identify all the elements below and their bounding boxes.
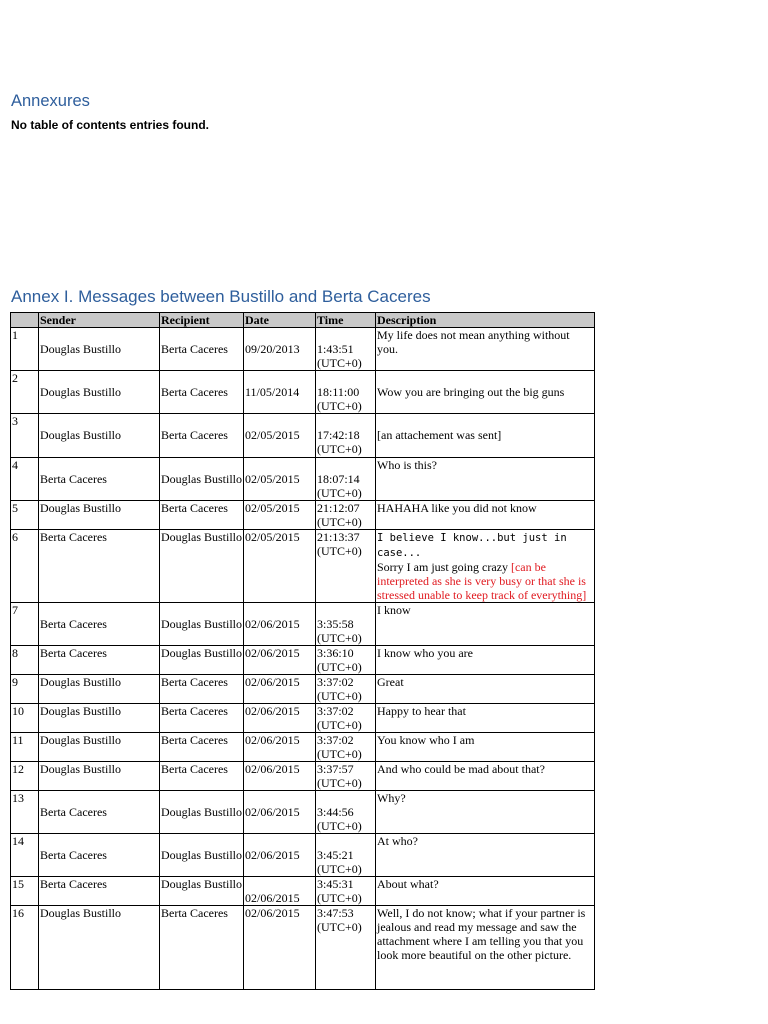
sender-cell: Douglas Bustillo (39, 704, 160, 733)
description-cell: Well, I do not know; what if your partner is jealous and read my message and saw the attachment where I am telling you that you look more beautiful on the other picture. (376, 906, 595, 990)
time-cell: 3:45:31 (UTC+0) (316, 877, 376, 906)
description-cell: At who? (376, 834, 595, 877)
time-cell: 1:43:51 (UTC+0) (316, 328, 376, 371)
col-header-number (11, 313, 39, 328)
description-cell: HAHAHA like you did not know (376, 501, 595, 530)
date-cell: 02/06/2015 (244, 877, 316, 906)
recipient-cell: Douglas Bustillo (160, 530, 244, 603)
sender-cell: Douglas Bustillo (39, 371, 160, 414)
description-cell: Happy to hear that (376, 704, 595, 733)
row-number: 1 (11, 328, 39, 371)
date-cell: 02/06/2015 (244, 704, 316, 733)
time-cell: 18:11:00 (UTC+0) (316, 371, 376, 414)
recipient-cell: Berta Caceres (160, 762, 244, 791)
table-row (11, 328, 595, 371)
col-header-recipient: Recipient (160, 313, 244, 328)
table-row (11, 371, 595, 414)
recipient-cell: Berta Caceres (160, 414, 244, 458)
date-cell: 11/05/2014 (244, 371, 316, 414)
date-cell: 02/05/2015 (244, 458, 316, 501)
col-header-sender: Sender (39, 313, 160, 328)
sender-cell: Douglas Bustillo (39, 501, 160, 530)
sender-cell: Douglas Bustillo (39, 328, 160, 371)
table-row (11, 733, 595, 762)
row-number: 15 (11, 877, 39, 906)
recipient-cell: Douglas Bustillo (160, 646, 244, 675)
description-cell: My life does not mean anything without you. (376, 328, 595, 371)
table-row (11, 603, 595, 646)
sender-cell: Douglas Bustillo (39, 762, 160, 791)
annexures-heading: Annexures (11, 92, 90, 110)
row-number: 6 (11, 530, 39, 603)
table-row (11, 501, 595, 530)
date-cell: 02/06/2015 (244, 834, 316, 877)
sender-cell: Douglas Bustillo (39, 733, 160, 762)
row-number: 16 (11, 906, 39, 990)
messages-table (10, 312, 595, 990)
table-row (11, 414, 595, 458)
row-number: 3 (11, 414, 39, 458)
analyst-note: [can be interpreted as she is very busy or that she is stressed unable to keep track of everything] (377, 560, 587, 602)
table-row (11, 762, 595, 791)
description-cell: I know (376, 603, 595, 646)
sender-cell: Berta Caceres (39, 791, 160, 834)
recipient-cell: Douglas Bustillo (160, 603, 244, 646)
date-cell: 02/06/2015 (244, 675, 316, 704)
table-row (11, 834, 595, 877)
time-cell: 3:37:57 (UTC+0) (316, 762, 376, 791)
date-cell: 02/06/2015 (244, 733, 316, 762)
table-row (11, 458, 595, 501)
table-header-row (11, 313, 595, 328)
time-cell: 3:37:02 (UTC+0) (316, 733, 376, 762)
row-number: 2 (11, 371, 39, 414)
date-cell: 02/05/2015 (244, 414, 316, 458)
recipient-cell: Berta Caceres (160, 733, 244, 762)
recipient-cell: Berta Caceres (160, 675, 244, 704)
recipient-cell: Berta Caceres (160, 371, 244, 414)
col-header-date: Date (244, 313, 316, 328)
recipient-cell: Berta Caceres (160, 704, 244, 733)
time-cell: 3:37:02 (UTC+0) (316, 704, 376, 733)
time-cell: 3:37:02 (UTC+0) (316, 675, 376, 704)
date-cell: 02/06/2015 (244, 791, 316, 834)
row-number: 13 (11, 791, 39, 834)
recipient-cell: Douglas Bustillo (160, 877, 244, 906)
row-number: 12 (11, 762, 39, 791)
table-row (11, 646, 595, 675)
table-row (11, 675, 595, 704)
sender-cell: Douglas Bustillo (39, 675, 160, 704)
sender-cell: Douglas Bustillo (39, 414, 160, 458)
time-cell: 17:42:18 (UTC+0) (316, 414, 376, 458)
sender-cell: Douglas Bustillo (39, 906, 160, 990)
description-cell: And who could be mad about that? (376, 762, 595, 791)
recipient-cell: Douglas Bustillo (160, 458, 244, 501)
time-cell: 3:36:10 (UTC+0) (316, 646, 376, 675)
message-text: Sorry I am just going crazy (377, 560, 511, 574)
message-text: I believe I know...but just in case... (377, 532, 567, 559)
table-row (11, 906, 595, 990)
sender-cell: Berta Caceres (39, 646, 160, 675)
row-number: 8 (11, 646, 39, 675)
time-cell: 21:12:07 (UTC+0) (316, 501, 376, 530)
recipient-cell: Douglas Bustillo (160, 791, 244, 834)
table-row (11, 877, 595, 906)
date-cell: 02/05/2015 (244, 501, 316, 530)
date-cell: 02/06/2015 (244, 646, 316, 675)
row-number: 9 (11, 675, 39, 704)
date-cell: 02/05/2015 (244, 530, 316, 603)
row-number: 7 (11, 603, 39, 646)
time-cell: 3:44:56 (UTC+0) (316, 791, 376, 834)
time-cell: 3:45:21 (UTC+0) (316, 834, 376, 877)
sender-cell: Berta Caceres (39, 458, 160, 501)
row-number: 10 (11, 704, 39, 733)
time-cell: 3:47:53 (UTC+0) (316, 906, 376, 990)
annex-i-heading: Annex I. Messages between Bustillo and Berta Caceres (11, 287, 431, 306)
sender-cell: Berta Caceres (39, 834, 160, 877)
description-cell: Who is this? (376, 458, 595, 501)
recipient-cell: Berta Caceres (160, 906, 244, 990)
description-cell: You know who I am (376, 733, 595, 762)
description-cell: [an attachement was sent] (376, 414, 595, 458)
col-header-time: Time (316, 313, 376, 328)
description-cell: Great (376, 675, 595, 704)
description-cell: I know who you are (376, 646, 595, 675)
time-cell: 3:35:58 (UTC+0) (316, 603, 376, 646)
table-row (11, 704, 595, 733)
time-cell: 21:13:37 (UTC+0) (316, 530, 376, 603)
time-cell: 18:07:14 (UTC+0) (316, 458, 376, 501)
row-number: 4 (11, 458, 39, 501)
row-number: 14 (11, 834, 39, 877)
row-number: 11 (11, 733, 39, 762)
no-toc-notice: No table of contents entries found. (11, 118, 210, 132)
sender-cell: Berta Caceres (39, 877, 160, 906)
description-cell: Wow you are bringing out the big guns (376, 371, 595, 414)
table-row (11, 530, 595, 603)
description-cell: Why? (376, 791, 595, 834)
row-number: 5 (11, 501, 39, 530)
date-cell: 02/06/2015 (244, 603, 316, 646)
recipient-cell: Douglas Bustillo (160, 834, 244, 877)
date-cell: 02/06/2015 (244, 906, 316, 990)
description-cell (376, 530, 595, 603)
col-header-description: Description (376, 313, 595, 328)
sender-cell: Berta Caceres (39, 603, 160, 646)
date-cell: 02/06/2015 (244, 762, 316, 791)
description-cell: About what? (376, 877, 595, 906)
recipient-cell: Berta Caceres (160, 501, 244, 530)
recipient-cell: Berta Caceres (160, 328, 244, 371)
date-cell: 09/20/2013 (244, 328, 316, 371)
sender-cell: Berta Caceres (39, 530, 160, 603)
table-row (11, 791, 595, 834)
